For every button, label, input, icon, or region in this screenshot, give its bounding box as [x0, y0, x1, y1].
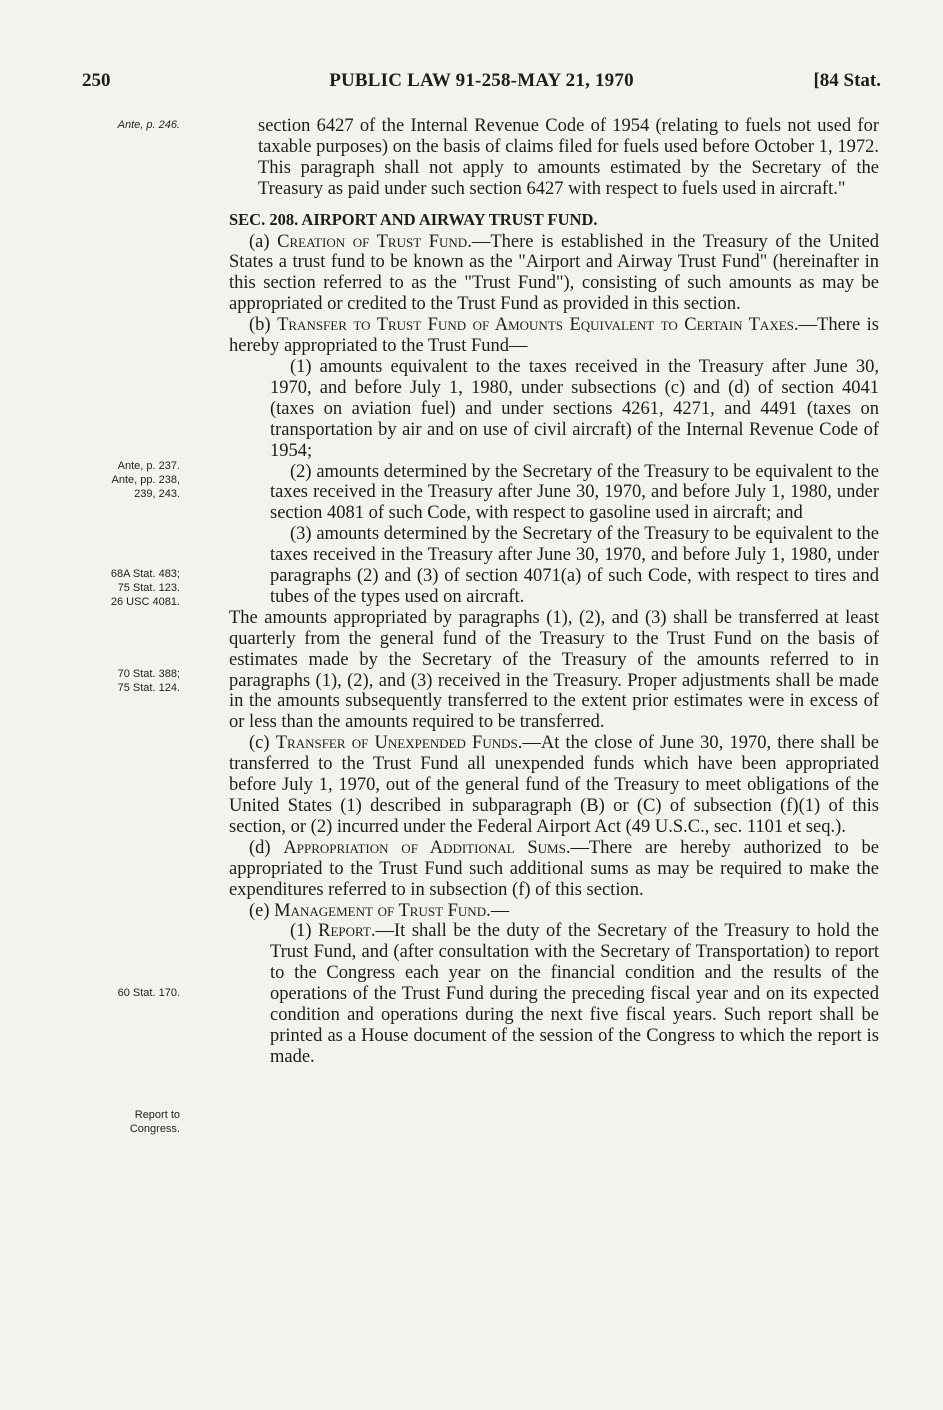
- subsection-b-closing: The amounts appropriated by paragraphs (1), (2), and (3) shall be transferred at least quarterly from the general fund of the Treasury to the Trust Fund on the basis of estimates made by the Secretary of the Treasury of the amounts referred to in paragraphs (1), (2), and (3) received in the Treasury. Proper adjustments shall be made in the amounts subsequently transferred to the extent prior estimates were in excess of or less than the amounts required to be transferred.: [229, 607, 879, 733]
- margin-note: 68A Stat. 483; 75 Stat. 123. 26 USC 4081.: [110, 568, 180, 608]
- margin-note: Ante, p. 246.: [117, 119, 180, 131]
- margin-note: 70 Stat. 388; 75 Stat. 124.: [117, 668, 180, 694]
- margin-note: Report to Congress.: [129, 1109, 180, 1135]
- subsection-e: (e) Management of Trust Fund.—: [249, 900, 510, 921]
- subsection-b: (b) Transfer to Trust Fund of Amounts Equivalent to Certain Taxes.—There is hereby appropriated to the Trust Fund—: [229, 315, 879, 357]
- running-title: PUBLIC LAW 91-258-MAY 21, 1970: [329, 70, 634, 91]
- paragraph-b1: (1) amounts equivalent to the taxes received in the Treasury after June 30, 1970, and before July 1, 1980, under subsections (c) and (d) of section 4041 (taxes on aviation fuel) and under sections 4261, 4271, and 4491 (taxes on transportation by air and on use of civil aircraft) of the Internal Revenue Code of 1954;: [270, 356, 879, 461]
- margin-note: 60 Stat. 170.: [117, 987, 180, 999]
- subsection-c: (c) Transfer of Unexpended Funds.—At the close of June 30, 1970, there shall be transferred to the Trust Fund all unexpended funds which have been appropriated before July 1, 1970, out of the general fund of the Treasury to meet obligations of the United States (1) described in subparagraph (B) or (C) of subsection (f)(1) of this section, or (2) incurred under the Federal Airport Act (49 U.S.C., sec. 1101 et seq.).: [229, 733, 879, 837]
- document-body: [229, 116, 879, 1068]
- section-heading: SEC. 208. AIRPORT AND AIRWAY TRUST FUND.: [229, 209, 598, 229]
- statute-reference: [84 Stat.: [813, 70, 881, 91]
- page-header: [82, 70, 881, 100]
- page-number: 250: [82, 70, 111, 91]
- margin-note: Ante, p. 237. Ante, pp. 238, 239, 243.: [111, 460, 180, 500]
- paragraph-b2: (2) amounts determined by the Secretary of the Treasury to be equivalent to the taxes received in the Treasury after June 30, 1970, and before July 1, 1980, under section 4081 of such Code, with respect to gasoline used in aircraft; and: [270, 461, 879, 524]
- subsection-d: (d) Appropriation of Additional Sums.—There are hereby authorized to be appropriated to the Trust Fund such additional sums as may be required to make the expenditures referred to in subsection (f) of this section.: [229, 837, 879, 900]
- paragraph-b3: (3) amounts determined by the Secretary of the Treasury to be equivalent to the taxes received in the Treasury after June 30, 1970, and before July 1, 1980, under paragraphs (2) and (3) of section 4071(a) of such Code, with respect to tires and tubes of the types used on aircraft.: [270, 524, 879, 607]
- carryover-paragraph: section 6427 of the Internal Revenue Code of 1954 (relating to fuels not used for taxable purposes) on the basis of claims filed for fuels used before October 1, 1972. This paragraph shall not apply to amounts estimated by the Secretary of the Treasury as paid under such section 6427 with respect to fuels used in aircraft.": [258, 116, 879, 199]
- subsection-a: (a) Creation of Trust Fund.—There is established in the Treasury of the United States a trust fund to be known as the "Airport and Airway Trust Fund" (hereinafter in this section referred to as the "Trust Fund"), consisting of such amounts as may be appropriated or credited to the Trust Fund as provided in this section.: [229, 231, 879, 315]
- paragraph-e1: (1) Report.—It shall be the duty of the Secretary of the Treasury to hold the Trust Fund, and (after consultation with the Secretary of Transportation) to report to the Congress each year on the financial condition and the results of the operations of the Trust Fund during the preceding fiscal year and on its expected condition and operations during the next five fiscal years. Such report shall be printed as a House document of the session of the Congress to which the report is made.: [270, 921, 879, 1067]
